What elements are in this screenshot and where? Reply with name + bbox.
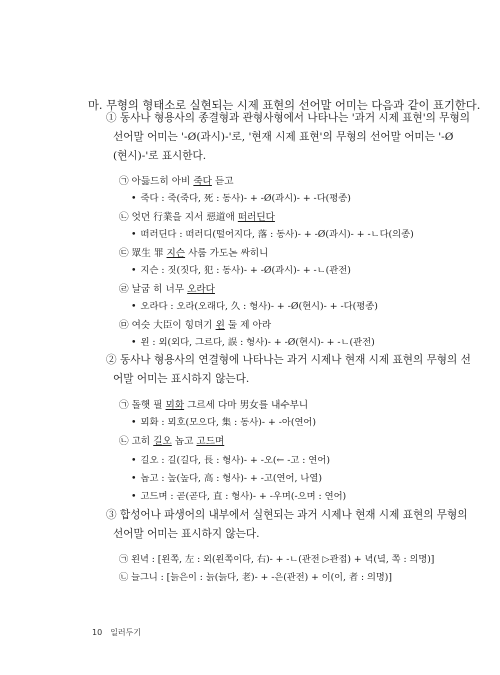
underlined-word: 지슨 <box>166 248 186 259</box>
underlined-word: 뫼화 <box>165 400 185 411</box>
underlined-word: 왼 <box>215 320 225 331</box>
gloss-7c: • 고드며 : 곧(곧다, 直 : 형사)- + -우며(-으며 : 연어) <box>131 488 346 502</box>
rule-3-line-1: ③ 합성어나 파생어의 내부에서 실현되는 과거 시제나 현재 시제 표현의 무형의 <box>106 509 468 521</box>
example-8: ㉠ 왼녁 : [왼쪽, 左 : 외(왼쪽이다, 右)- + -ㄴ(관전 ▷관접) + 녁(녘, 쪽 : 의명)] <box>119 554 435 565</box>
example-5: ㉤ 여슷 大臣이 힝뎌기 왼 둘 제 아라 <box>119 320 272 331</box>
example-4: ㉣ 날굽 히 너무 오라다 <box>119 284 215 295</box>
underlined-word: 떠러딘다 <box>237 212 275 223</box>
example-3: ㉢ 眾生 罪 지슨 사룸 가도논 싸히니 <box>119 248 269 259</box>
rule-2-line-2: 어말 어미는 표시하지 않는다. <box>113 373 250 385</box>
gloss-4: • 오라다 : 오라(오래다, 久 : 형사)- + -Ø(현시)- + -다(평종) <box>131 298 378 312</box>
rule-1-line-2: 선어말 어미는 '-Ø(과시)-'로, '현재 시제 표현'의 무형의 선어말 어미는 '-Ø <box>113 131 454 143</box>
example-6: ㉠ 돌햇 필 뫼화 그르세 다마 男女를 내수부니 <box>119 400 309 411</box>
gloss-7a: • 길오 : 길(길다, 長 : 형사)- + -오(← -고 : 연어) <box>131 452 330 466</box>
page-footer <box>92 627 141 638</box>
rule-1-line-3: (현시)-'로 표시한다. <box>113 150 207 162</box>
example-2: ㉡ 엇뎐 行業을 지서 惡道애 떠러딘다 <box>119 212 275 223</box>
rule-2-line-1: ② 동사나 형용사의 연결형에 나타나는 과거 시제나 현재 시제 표현의 무형의 선 <box>106 354 471 366</box>
underlined-word: 고드며 <box>196 436 225 447</box>
rule-1-line-1: ① 동사나 형용사의 종결형과 관형사형에서 나타나는 '과거 시제 표현'의 무형의 <box>106 112 470 124</box>
running-title: 일러두기 <box>110 628 142 637</box>
underlined-word: 길오 <box>153 436 172 447</box>
page-number: 10 <box>92 628 103 637</box>
example-7: ㉡ 고히 길오 놉고 고드며 <box>119 436 225 447</box>
gloss-3: • 지슨 : 짓(짓다, 犯 : 동사)- + -Ø(과시)- + -ㄴ(관전) <box>131 262 351 276</box>
gloss-7b: • 놉고 : 높(높다, 高 : 형사)- + -고(연어, 나열) <box>131 470 322 484</box>
example-1: ㉠ 아듫드히 아비 죽다 듣고 <box>119 176 234 187</box>
underlined-word: 오라다 <box>187 284 215 295</box>
section-heading: 마. 무형의 형태소로 실현되는 시제 표현의 선어말 어미는 다음과 같이 표기한다. <box>88 99 481 112</box>
rule-3-line-2: 선어말 어미는 표시하지 않는다. <box>113 528 260 540</box>
underlined-word: 죽다 <box>193 176 212 187</box>
gloss-5: • 왼 : 외(외다, 그르다, 誤 : 형사)- + -Ø(현시)- + -ㄴ(관전) <box>131 334 375 348</box>
gloss-2: • 떠러딘다 : 떠러디(떨어지다, 落 : 동사)- + -Ø(과시)- + -ㄴ다(의종) <box>131 226 414 240</box>
gloss-6: • 뫼화 : 뫼호(모으다, 集 : 동사)- + -아(연어) <box>131 414 316 428</box>
gloss-1: • 죽다 : 죽(죽다, 死 : 동사)- + -Ø(과시)- + -다(평종) <box>131 190 351 204</box>
example-9: ㉡ 늘그니 : [늙은이 : 늙(늙다, 老)- + -은(관전) + 이(이, 者 : 의명)] <box>119 572 392 583</box>
